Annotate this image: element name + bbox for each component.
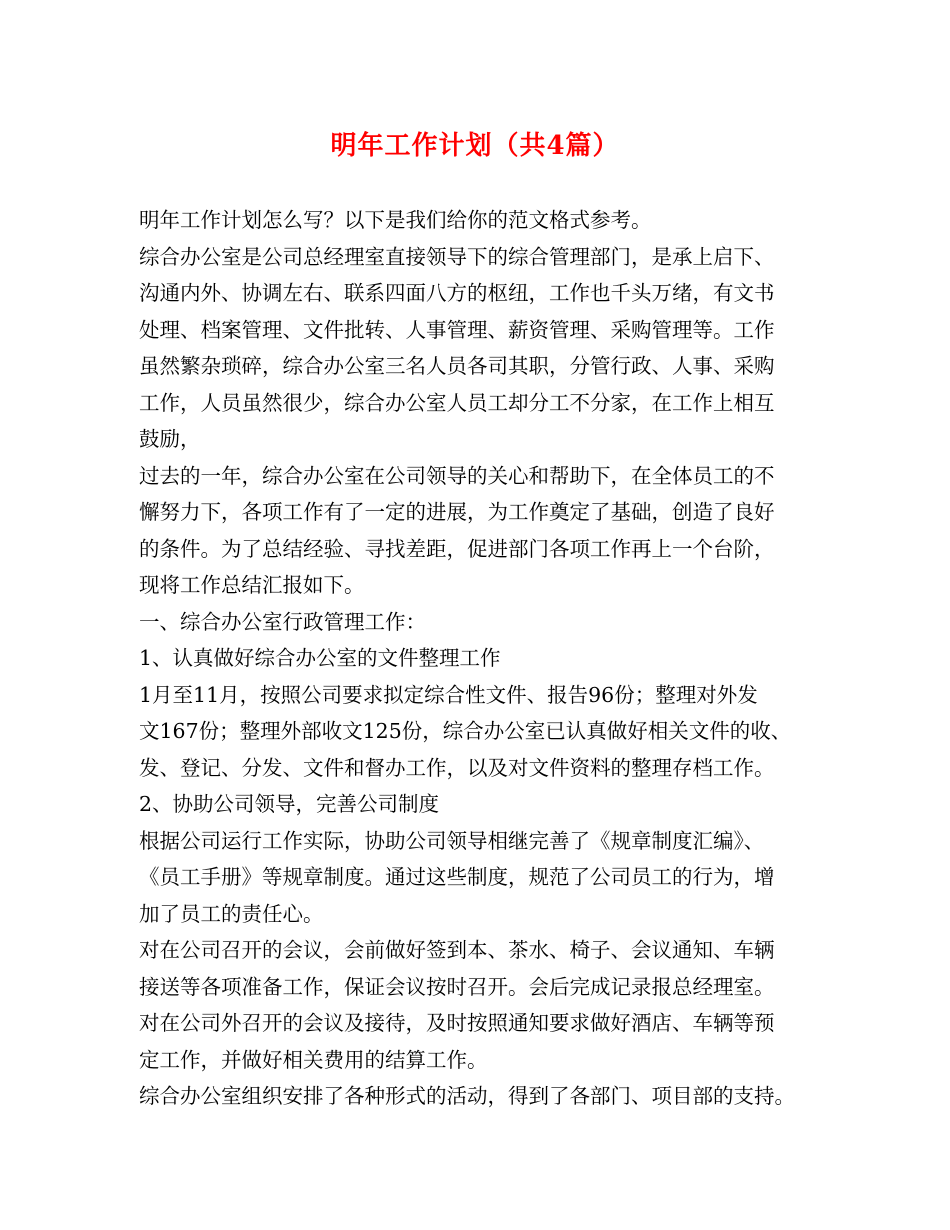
subsection-heading: 2、协助公司领导，完善公司制度 <box>139 792 440 816</box>
body-line: 对在公司召开的会议，会前做好签到本、茶水、椅子、会议通知、车辆 <box>139 938 775 962</box>
body-line: 现将工作总结汇报如下。 <box>139 573 365 597</box>
body-line: 明年工作计划怎么写？以下是我们给你的范文格式参考。 <box>139 208 652 232</box>
body-line: 工作，人员虽然很少，综合办公室人员工却分工不分家，在工作上相互 <box>139 390 775 415</box>
body-line: 1月至11月，按照公司要求拟定综合性文件、报告96份；整理对外发 <box>139 682 758 707</box>
body-line: 发、登记、分发、文件和督办工作，以及对文件资料的整理存档工作。 <box>139 755 775 780</box>
document-body <box>139 202 819 1115</box>
body-line: 沟通内外、协调左右、联系四面八方的枢纽，工作也千头万绪，有文书 <box>139 281 775 305</box>
body-line: 综合办公室组织安排了各种形式的活动，得到了各部门、项目部的支持。 <box>139 1084 795 1108</box>
body-line: 文167份；整理外部收文125份，综合办公室已认真做好相关文件的收、 <box>139 719 792 743</box>
body-line: 的条件。为了总结经验、寻找差距，促进部门各项工作再上一个台阶， <box>139 536 775 561</box>
body-line: 根据公司运行工作实际，协助公司领导相继完善了《规章制度汇编》、 <box>139 828 765 853</box>
body-line: 加了员工的责任心。 <box>139 901 324 926</box>
body-line: 鼓励， <box>139 427 201 451</box>
body-line: 虽然繁杂琐碎，综合办公室三名人员各司其职，分管行政、人事、采购 <box>139 354 775 378</box>
body-line: 《员工手册》等规章制度。通过这些制度，规范了公司员工的行为，增 <box>139 865 775 889</box>
document-title: 明年工作计划（共4篇） <box>330 131 620 161</box>
body-line: 综合办公室是公司总经理室直接领导下的综合管理部门，是承上启下、 <box>139 244 775 269</box>
body-line: 过去的一年，综合办公室在公司领导的关心和帮助下，在全体员工的不 <box>139 463 775 488</box>
section-heading: 一、综合办公室行政管理工作： <box>139 609 426 634</box>
subsection-heading: 1、认真做好综合办公室的文件整理工作 <box>139 646 501 670</box>
body-line: 定工作，并做好相关费用的结算工作。 <box>139 1047 488 1072</box>
body-line: 懈努力下，各项工作有了一定的进展，为工作奠定了基础，创造了良好 <box>139 500 775 524</box>
body-line: 接送等各项准备工作，保证会议按时召开。会后完成记录报总经理室。 <box>139 974 775 999</box>
body-line: 处理、档案管理、文件批转、人事管理、薪资管理、采购管理等。工作 <box>139 317 775 342</box>
body-line: 对在公司外召开的会议及接待，及时按照通知要求做好酒店、车辆等预 <box>139 1011 775 1035</box>
